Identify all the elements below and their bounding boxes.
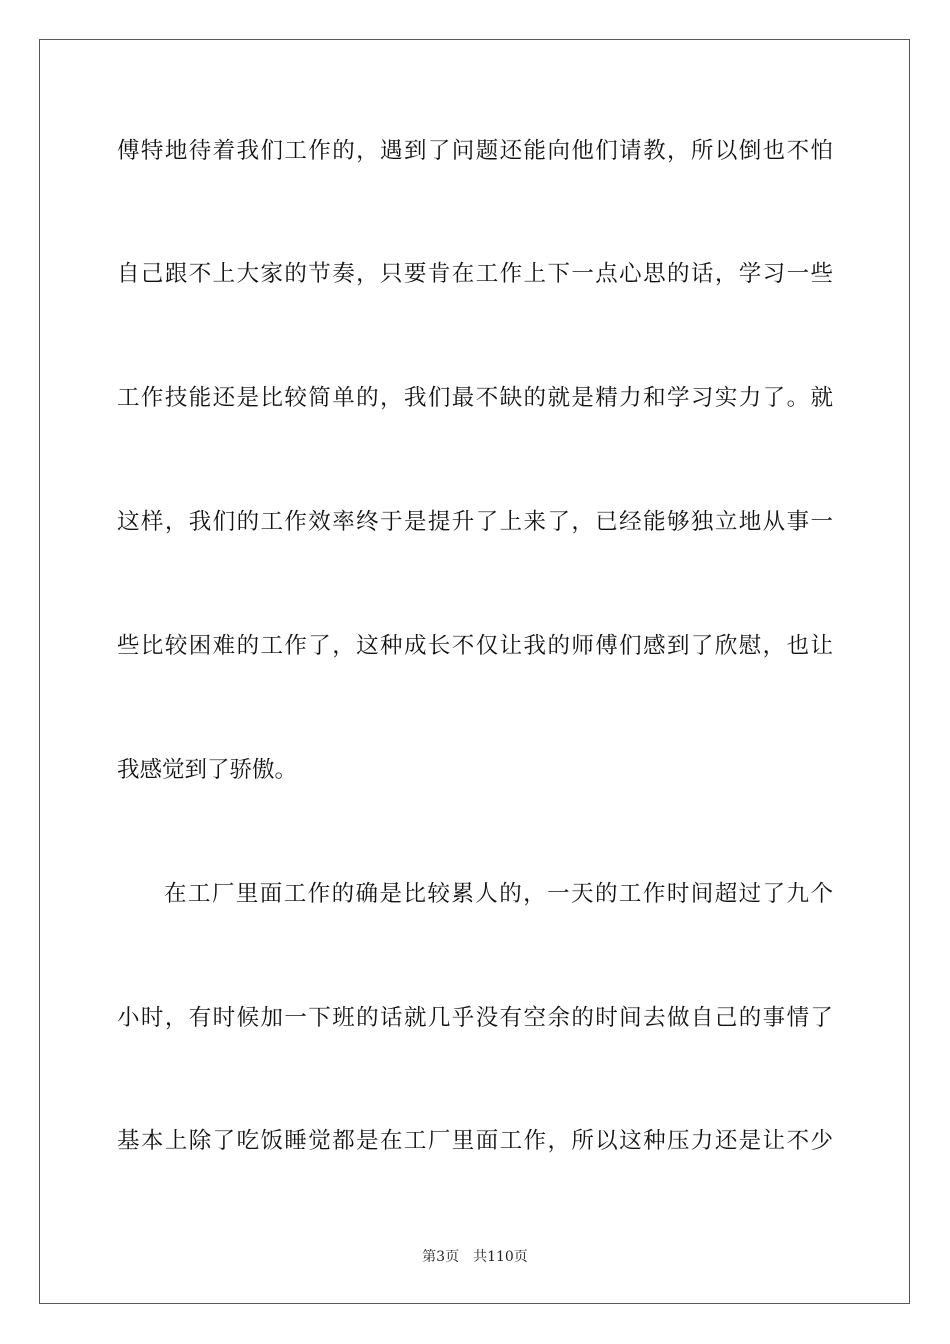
body-line-2: 自己跟不上大家的节奏，只要肯在工作上下一点心思的话，学习一些 [117,261,833,287]
body-line-1: 傅特地待着我们工作的，遇到了问题还能向他们请教，所以倒也不怕 [117,138,833,164]
body-line-6: 我感觉到了骄傲。 [117,757,298,783]
body-line-9: 基本上除了吃饭睡觉都是在工厂里面工作，所以这种压力还是让不少 [117,1128,833,1154]
page-number-footer: 第3页 共110页 [422,1249,528,1265]
body-line-5: 些比较困难的工作了，这种成长不仅让我的师傅们感到了欣慰，也让 [117,633,833,659]
body-line-3: 工作技能还是比较简单的，我们最不缺的就是精力和学习实力了。就 [117,385,833,411]
body-line-8: 小时，有时候加一下班的话就几乎没有空余的时间去做自己的事情了 [117,1005,833,1031]
body-line-4: 这样，我们的工作效率终于是提升了上来了，已经能够独立地从事一 [117,509,833,535]
page-border [39,39,910,1304]
body-line-7: 在工厂里面工作的确是比较累人的，一天的工作时间超过了九个 [164,881,833,907]
